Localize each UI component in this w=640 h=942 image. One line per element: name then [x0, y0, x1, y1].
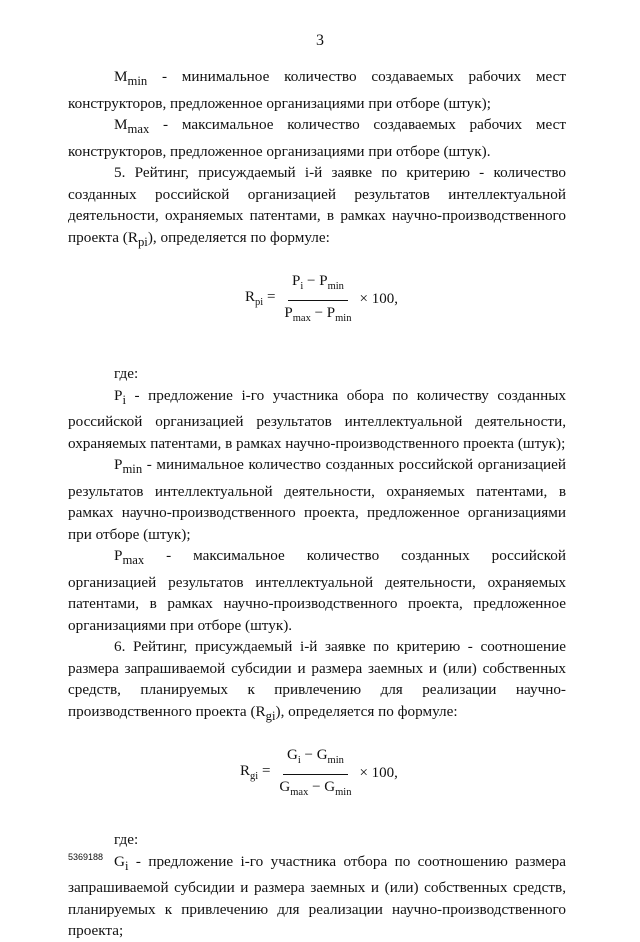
where-label-1: где: [114, 365, 139, 383]
paragraph-mmax-definition: $M_{max}$ - максимальное количество создаваемых рабочих мест конструкторов, предложенное организациями при отборе (штук). [68, 116, 566, 160]
formula-rpi-fraction [280, 271, 355, 329]
paragraph-gi-definition: $G_i$ - предложение i-го участника отбора по соотношению размера запрашиваемой субсидии и размера заемных и (или) собственных средств, планируемых к привлечению для реализации научно-производственного проекта; [68, 852, 566, 940]
formula-rgi [240, 745, 566, 803]
formula-rgi-multiplier: × 100, [359, 765, 398, 782]
formula-rgi-lhs: $R_{gi}$ = [240, 762, 271, 782]
formula-rgi-fraction [275, 745, 355, 803]
formula-rpi-numerator: $P_i - P_{min}$ [288, 271, 348, 301]
formula-rpi-denominator: $P_{max} - P_{min}$ [284, 304, 352, 324]
formula-rgi-numerator: $G_i - G_{min}$ [283, 745, 348, 775]
formula-rpi [245, 271, 566, 329]
paragraph-pmin-definition: $P_{min}$ - минимальное количество созданных российской организацией результатов интеллектуальной деятельности, охраняемых патентами, в рамках научно-производственного проекта, предложенное организациями при отборе (штук); [68, 456, 566, 543]
formula-rpi-multiplier: × 100, [359, 291, 398, 308]
paragraph-item-5: 5. Рейтинг, присуждаемый i-й заявке по критерию - количество созданных российской организацией результатов интеллектуальной деятельности, охраняемых патентами, в рамках научно-производственного проекта $(R_{pi})$, определяется по формуле: [68, 164, 566, 249]
paragraph-pi-definition: $P_i$ - предложение i-го участника обора по количеству созданных российской организацией результатов интеллектуальной деятельности, охраняемых патентами, в рамках научно-производственного проекта (штук); [68, 386, 566, 452]
page-number: 3 [316, 32, 324, 49]
formula-rgi-denominator: $G_{max} - G_{min}$ [279, 778, 352, 798]
formula-rpi-lhs: $R_{pi}$ = [245, 288, 276, 308]
paragraph-mmin-definition: $M_{min}$ - минимальное количество создаваемых рабочих мест конструкторов, предложенное организациями при отборе (штук); [68, 68, 566, 112]
paragraph-pmax-definition: $P_{max}$ - максимальное количество созданных российской организацией результатов интеллектуальной деятельности, охраняемых патентами, в рамках научно-производственного проекта, предложенное организациями при отборе (штук). [68, 547, 566, 634]
document-body [68, 66, 566, 942]
paragraph-item-6: 6. Рейтинг, присуждаемый i-й заявке по критерию - соотношение размера запрашиваемой субсидии и размера заемных и (или) собственных средств, планируемых к привлечению для реализации научно-производственного проекта $(R_{gi})$, определяется по формуле: [68, 638, 566, 723]
where-label-2: где: [114, 831, 139, 849]
document-code: 5369188 [68, 852, 104, 862]
